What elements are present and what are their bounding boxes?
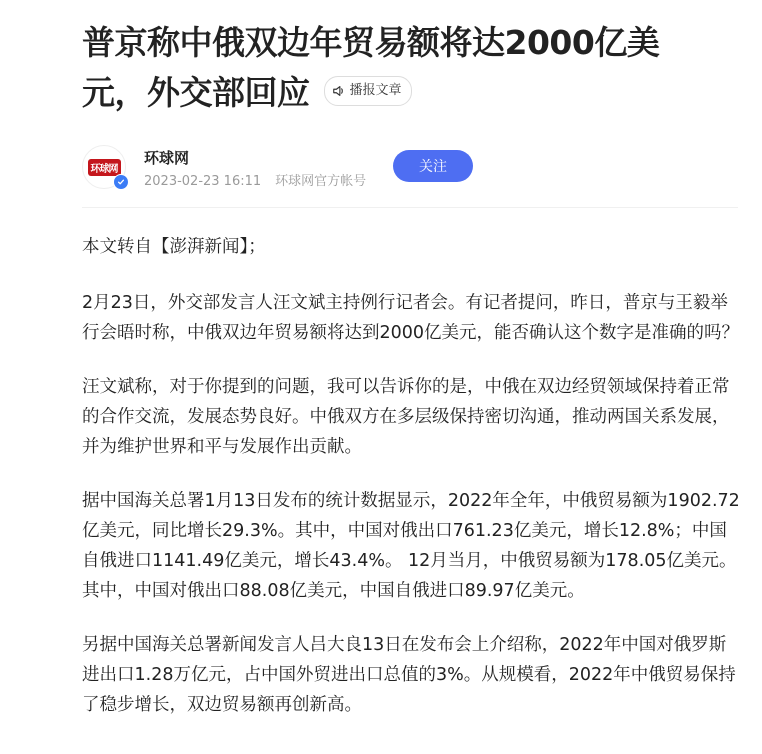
paragraph-response: 汪文斌称，对于你提到的问题，我可以告诉你的是，中俄在双边经贸领域保持着正常的合作交流，发展态势良好。中俄双方在多层级保持密切沟通，推动两国关系发展，并为维护世界和平与发展作出贡献。 — [82, 377, 730, 457]
listen-article-label: 播报文章 — [349, 82, 402, 98]
listen-article-button[interactable] — [324, 76, 412, 106]
follow-button[interactable]: 关注 — [393, 150, 473, 182]
speaker-icon — [332, 84, 346, 98]
author-meta — [144, 170, 366, 189]
header-divider — [82, 207, 738, 208]
article-title-line-2-text: 元，外交部回应 — [82, 73, 310, 112]
account-type: 环球网官方帐号 — [275, 174, 367, 189]
author-logo: 环球网 — [88, 159, 121, 176]
verified-badge-icon — [113, 174, 129, 190]
author-row — [82, 145, 742, 195]
article-body — [82, 232, 742, 744]
article-title — [82, 18, 732, 118]
article-title-line-1: 普京称中俄双边年贸易额将达2000亿美 — [82, 23, 660, 62]
article-title-line-2 — [82, 68, 732, 118]
author-name[interactable]: 环球网 — [144, 149, 190, 167]
paragraph-source: 本文转自【澎湃新闻】； — [82, 237, 266, 257]
publish-date: 2023-02-23 16:11 — [144, 174, 262, 189]
paragraph-spokesperson: 另据中国海关总署新闻发言人吕大良13日在发布会上介绍称，2022年中国对俄罗斯进出口1.28万亿元，占中国外贸进出口总值的3%。从规模看，2022年中俄贸易保持了稳步增长，双边贸易额再创新高。 — [82, 635, 736, 715]
paragraph-customs-data: 据中国海关总署1月13日发布的统计数据显示，2022年全年，中俄贸易额为1902.72亿美元，同比增长29.3%。其中，中国对俄出口761.23亿美元，增长12.8%；中国自俄进口1141.49亿美元，增长43.4%。 12月当月，中俄贸易额为178.05亿美元。其中，中国对俄出口88.08亿美元，中国自俄进口89.97亿美元。 — [82, 491, 740, 601]
paragraph-question: 2月23日，外交部发言人汪文斌主持例行记者会。有记者提问，昨日，普京与王毅举行会晤时称，中俄双边年贸易额将达到2000亿美元，能否确认这个数字是准确的吗？ — [82, 293, 740, 343]
